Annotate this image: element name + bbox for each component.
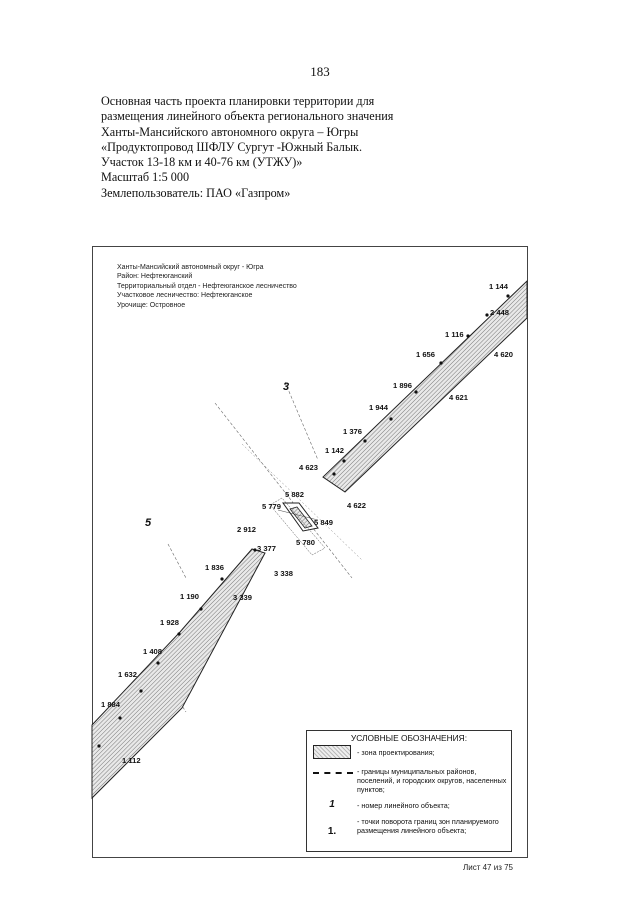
point-label: 3 377 [257, 544, 277, 553]
legend-title: УСЛОВНЫЕ ОБОЗНАЧЕНИЯ: [350, 733, 468, 743]
object-number-symbol: 1 [329, 799, 335, 810]
point-label: 3 339 [233, 593, 253, 602]
point-label: 1 112 [122, 756, 141, 765]
point-label: 1 632 [118, 670, 138, 679]
header-line: Основная часть проекта планировки территории для [101, 94, 375, 108]
map-legend [306, 730, 512, 852]
point-label: 1 836 [205, 563, 225, 572]
point-label: 4 623 [299, 463, 319, 472]
point-label: 2 912 [237, 525, 257, 534]
boundary-line [215, 403, 352, 578]
header-line: Ханты-Мансийского автономного округа – Югры [101, 124, 359, 139]
header-line: Участок 13-18 км и 40-76 км (УТЖУ)» [101, 155, 303, 170]
point-label: 4 620 [494, 350, 514, 359]
land-user-line: Землепользователь: ПАО «Газпром» [101, 185, 291, 200]
map-info-line: Участковое лесничество: Нефтеюганское [117, 292, 253, 300]
point-label: 1 928 [160, 618, 180, 627]
header-line: размещения линейного объекта регионального значения [101, 109, 394, 124]
point-label: 1 190 [180, 592, 200, 601]
map-info-line: Район: Нефтеюганский [117, 273, 193, 281]
point-label: 3 338 [274, 569, 294, 578]
point-label: 1 896 [393, 381, 413, 390]
object-number-label: 3 [283, 381, 290, 393]
page-number: 183 [310, 64, 330, 79]
point-label: 4 622 [347, 501, 367, 510]
sheet-counter: Лист 47 из 75 [463, 863, 513, 872]
boundary-line [168, 544, 186, 578]
hatch-symbol [313, 745, 351, 759]
point-label: 2 448 [490, 308, 510, 317]
point-label: 1 884 [101, 700, 121, 709]
point-label: 5 849 [314, 518, 334, 527]
header-line: «Продуктопровод ШФЛУ Сургут -Южный Балык. [101, 139, 363, 154]
map-info-line: Урочище: Островное [117, 301, 186, 309]
point-label: 1 116 [445, 330, 464, 339]
point-label: 1 142 [325, 446, 345, 455]
legend-text: - точки поворота границ зон планируемого размещения линейного объекта; [357, 817, 499, 835]
point-label: 1 944 [369, 403, 389, 412]
map-info-line: Ханты-Мансийский автономный округ - Югра [117, 264, 264, 271]
point-label: 1 656 [416, 350, 436, 359]
turning-point-symbol: 1. [327, 826, 337, 837]
point-label: 1 408 [143, 647, 163, 656]
point-label: 5 779 [262, 502, 282, 511]
legend-text: - номер линейного объекта; [357, 801, 450, 810]
boundary-line [285, 382, 318, 460]
point-label: 5 780 [296, 538, 316, 547]
map-info-line: Территориальный отдел - Нефтеюганское лесничество [117, 282, 297, 290]
legend-text: - зона проектирования; [357, 748, 435, 757]
point-label: 1 144 [489, 282, 509, 291]
object-number-label: 5 [145, 517, 152, 529]
map-info [117, 263, 297, 310]
dashed-line-symbol [313, 772, 353, 782]
point-label: 4 621 [449, 393, 469, 402]
point-label: 5 882 [285, 490, 305, 499]
scale-line: Масштаб 1:5 000 [101, 170, 190, 185]
legend-text: - границы муниципальных районов, поселений, и городских округов, населенных пунктов; [357, 767, 507, 794]
point-label: 1 376 [343, 427, 363, 436]
